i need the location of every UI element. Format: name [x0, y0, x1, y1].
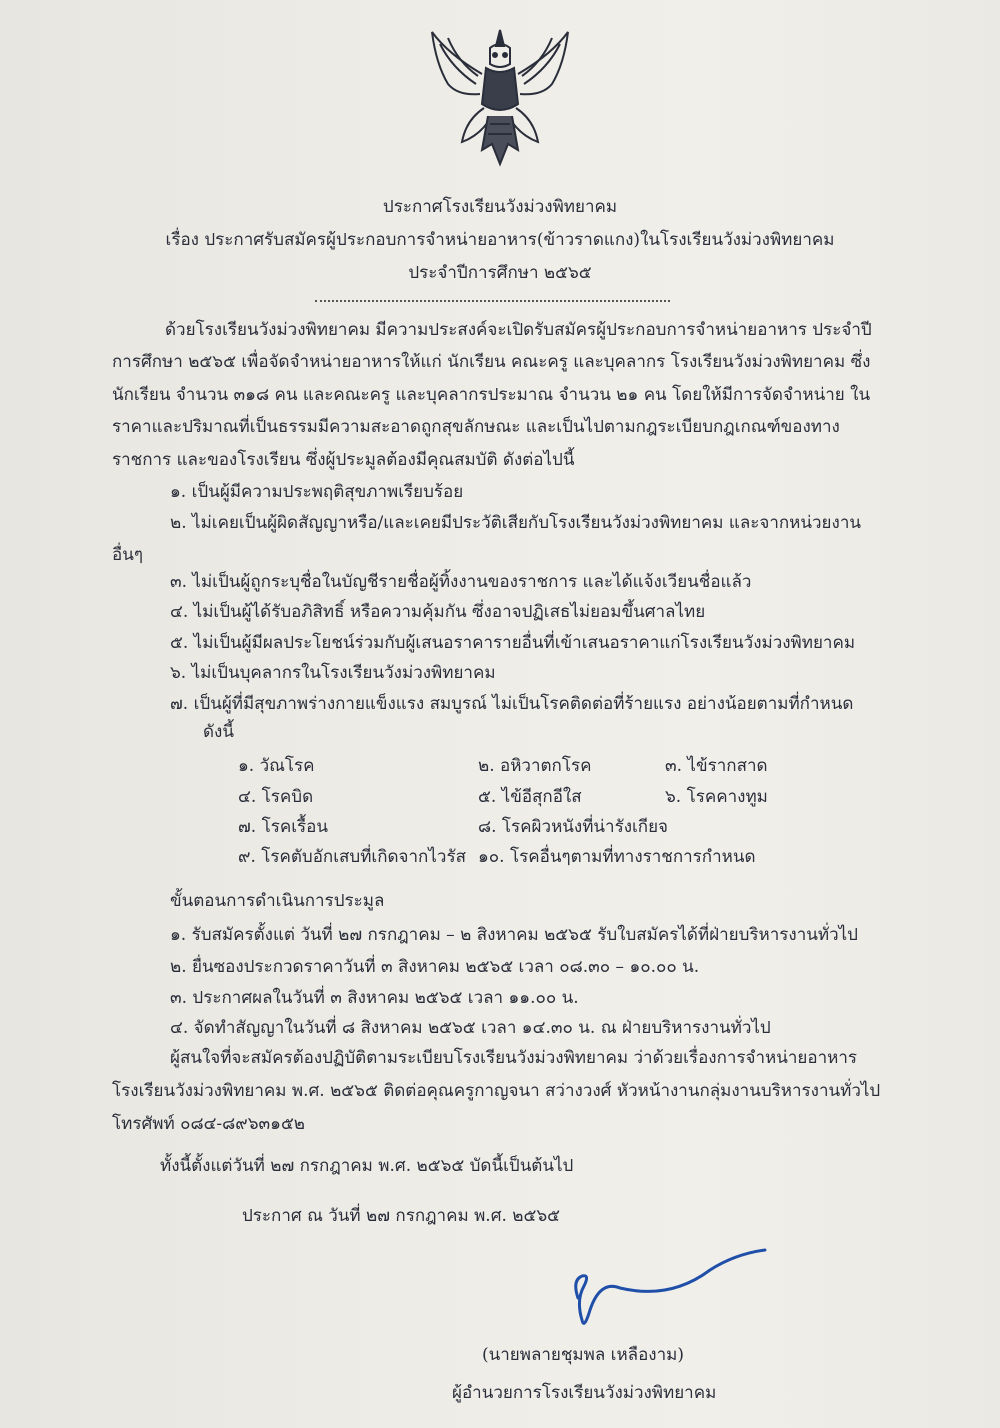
signatory-position: ผู้อำนวยการโรงเรียนวังม่วงพิทยาคม [452, 1383, 717, 1403]
procedure-step: ๔. จัดทำสัญญาในวันที่ ๘ สิงหาคม ๒๕๖๕ เวลา ๑๔.๓๐ น. ณ ฝ่ายบริหารงานทั่วไป [170, 1018, 771, 1038]
intro-line: ด้วยโรงเรียนวังม่วงพิทยาคม มีความประสงค์จะเปิดรับสมัครผู้ประกอบการจำหน่ายอาหาร ประจำปี [165, 320, 872, 340]
contact-line: ผู้สนใจที่จะสมัครต้องปฏิบัติตามระเบียบโรงเรียนวังม่วงพิทยาคม ว่าด้วยเรื่องการจำหน่ายอาหาร [170, 1048, 858, 1068]
announcement-title: ประกาศโรงเรียนวังม่วงพิทยาคม [382, 197, 618, 217]
intro-line: นักเรียน จำนวน ๓๑๘ คน และคณะครู และบุคลากรประมาณ จำนวน ๒๑ คน โดยให้มีการจัดจำหน่าย ใน [112, 385, 871, 405]
procedure-step: ๑. รับสมัครตั้งแต่ วันที่ ๒๗ กรกฎาคม – ๒ สิงหาคม ๒๕๖๕ รับใบสมัครได้ที่ฝ่ายบริหารงานทั่วไป [170, 925, 858, 945]
disease-item: ๑๐. โรคอื่นๆตามที่ทางราชการกำหนด [478, 847, 756, 867]
announcement-subject: เรื่อง ประกาศรับสมัครผู้ประกอบการจำหน่ายอาหาร(ข้าวราดแกง)ในโรงเรียนวังม่วงพิทยาคม [165, 230, 835, 250]
disease-item: ๓. ไข้รากสาด [665, 756, 768, 776]
qualification-item: ๔. ไม่เป็นผู้ได้รับอภิสิทธิ์ หรือความคุ้มกัน ซึ่งอาจปฏิเสธไม่ยอมขึ้นศาลไทย [170, 602, 706, 622]
dotted-divider [315, 300, 670, 302]
disease-item: ๕. ไข้อีสุกอีใส [478, 787, 582, 807]
qualification-item: ๗. เป็นผู้ที่มีสุขภาพร่างกายแข็งแรง สมบูรณ์ ไม่เป็นโรคติดต่อที่ร้ายแรง อย่างน้อยตามที่กำหนด [170, 694, 854, 714]
qualification-item: ๓. ไม่เป็นผู้ถูกระบุชื่อในบัญชีรายชื่อผู้ทิ้งงานของราชการ และได้แจ้งเวียนชื่อแล้ว [170, 572, 752, 592]
intro-line: การศึกษา ๒๕๖๕ เพื่อจัดจำหน่ายอาหารให้แก่ นักเรียน คณะครู และบุคลากร โรงเรียนวังม่วงพิทยาคม ซึ่ง [112, 352, 871, 372]
contact-line: โทรศัพท์ ๐๘๔-๘๙๖๓๑๕๒ [112, 1114, 306, 1134]
qualification-item-cont: อื่นๆ [112, 545, 143, 565]
qualification-item: ๖. ไม่เป็นบุคลากรในโรงเรียนวังม่วงพิทยาคม [170, 663, 496, 683]
garuda-emblem-icon [418, 24, 582, 174]
intro-line: ราคาและปริมาณที่เป็นธรรมมีความสะอาดถูกสุขลักษณะ และเป็นไปตามกฎระเบียบกฎเกณฑ์ของทาง [112, 417, 840, 437]
disease-item: ๗. โรคเรื้อน [238, 817, 328, 837]
contact-line: โรงเรียนวังม่วงพิทยาคม พ.ศ. ๒๕๖๕ ติดต่อคุณครูกาญจนา สว่างวงศ์ หัวหน้างานกลุ่มงานบริหารงานทั่วไป [112, 1081, 881, 1101]
intro-line: ราชการ และของโรงเรียน ซึ่งผู้ประมูลต้องมีคุณสมบัติ ดังต่อไปนี้ [112, 450, 575, 470]
disease-item: ๑. วัณโรค [238, 756, 315, 776]
qualification-item-cont: ดังนี้ [203, 722, 234, 742]
disease-item: ๒. อหิวาตกโรค [478, 756, 592, 776]
procedure-step: ๓. ประกาศผลในวันที่ ๓ สิงหาคม ๒๕๖๕ เวลา ๑๑.๐๐ น. [170, 988, 579, 1008]
disease-item: ๖. โรคคางทูม [665, 787, 768, 807]
qualification-item: ๕. ไม่เป็นผู้มีผลประโยชน์ร่วมกับผู้เสนอราคารายอื่นที่เข้าเสนอราคาแก่โรงเรียนวังม่วงพิทยาคม [170, 633, 856, 653]
disease-item: ๙. โรคตับอักเสบที่เกิดจากไวรัส [238, 847, 466, 867]
disease-item: ๘. โรคผิวหนังที่น่ารังเกียจ [478, 817, 669, 837]
handwritten-signature [560, 1240, 780, 1340]
signatory-name: (นายพลายชุมพล เหลืองาม) [482, 1345, 684, 1365]
disease-item: ๔. โรคบิด [238, 787, 314, 807]
qualification-item: ๒. ไม่เคยเป็นผู้ผิดสัญญาหรือ/และเคยมีประวัติเสียกับโรงเรียนวังม่วงพิทยาคม และจากหน่วยงาน [170, 513, 861, 533]
academic-year-line: ประจำปีการศึกษา ๒๕๖๕ [408, 263, 592, 283]
effective-date: ทั้งนี้ตั้งแต่วันที่ ๒๗ กรกฎาคม พ.ศ. ๒๕๖๕ บัดนี้เป็นต้นไป [160, 1156, 574, 1176]
announcement-date: ประกาศ ณ วันที่ ๒๗ กรกฎาคม พ.ศ. ๒๕๖๕ [242, 1206, 561, 1226]
procedure-step: ๒. ยื่นซองประกวดราคาวันที่ ๓ สิงหาคม ๒๕๖๕ เวลา ๐๘.๓๐ – ๑๐.๐๐ น. [170, 957, 700, 977]
procedure-heading: ขั้นตอนการดำเนินการประมูล [170, 891, 385, 911]
qualification-item: ๑. เป็นผู้มีความประพฤติสุขภาพเรียบร้อย [170, 482, 464, 502]
